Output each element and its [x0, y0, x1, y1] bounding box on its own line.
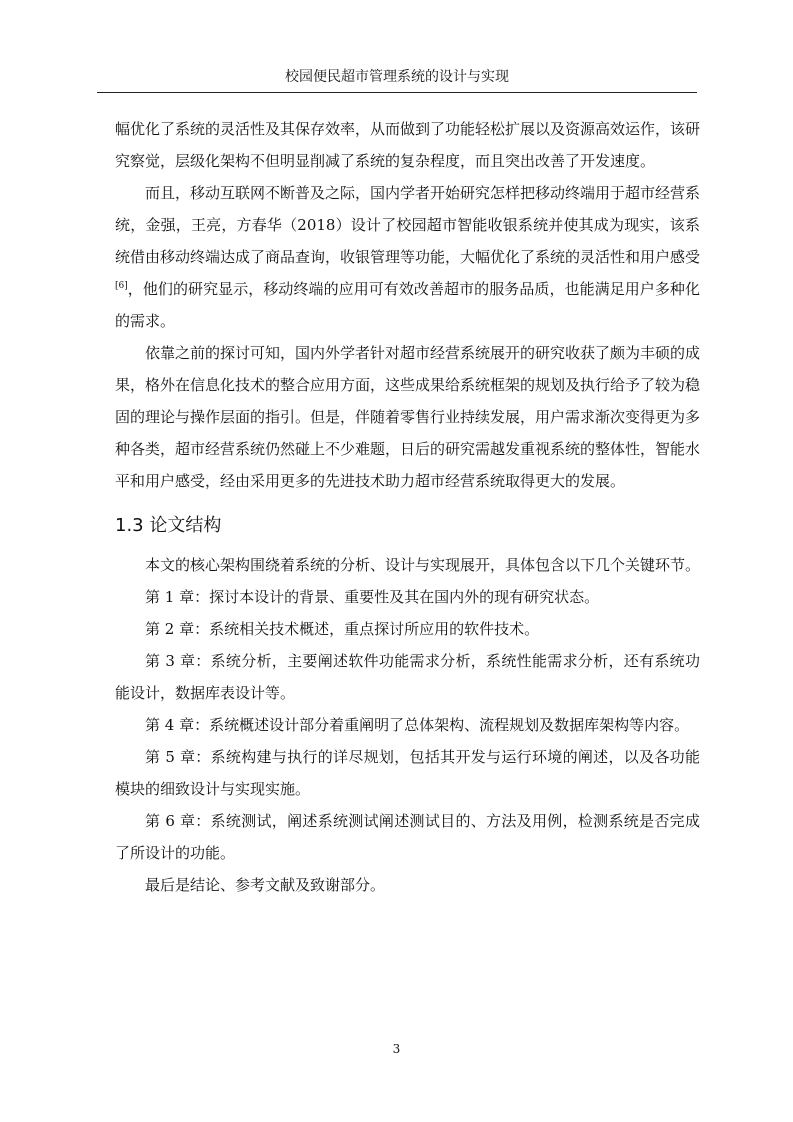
chapter-3-summary: 第 3 章：系统分析，主要阐述软件功能需求分析，系统性能需求分析，还有系统功能设计，数据库表设计等。 — [115, 652, 700, 702]
page-header-title: 校园便民超市管理系统的设计与实现 — [285, 69, 509, 85]
chapter-2-summary: 第 2 章：系统相关技术概述，重点探讨所应用的软件技术。 — [145, 620, 540, 638]
page-number: 3 — [392, 1042, 401, 1056]
header-rule — [97, 92, 697, 93]
body-text — [115, 113, 700, 901]
closing-summary: 最后是结论、参考文献及致谢部分。 — [145, 876, 386, 894]
paragraph-text: 而且，移动互联网不断普及之际，国内学者开始研究怎样把移动终端用于超市经营系统，金强，王亮，方春华（2018）设计了校园超市智能收银系统并使其成为现实，该系统借由移动终端达成了商品查询，收银管理等功能，大幅优化了系统的灵活性和用户感受 — [115, 184, 701, 266]
chapter-1-summary: 第 1 章：探讨本设计的背景、重要性及其在国内外的现有研究状态。 — [145, 588, 600, 606]
paragraph-continuation: 幅优化了系统的灵活性及其保存效率，从而做到了功能轻松扩展以及资源高效运作，该研究察觉，层级化架构不但明显削减了系统的复杂程度，而且突出改善了开发速度。 — [115, 120, 701, 170]
citation-reference: [6] — [115, 281, 128, 291]
chapter-6-summary: 第 6 章：系统测试，阐述系统测试阐述测试目的、方法及用例，检测系统是否完成了所设计的功能。 — [115, 812, 700, 862]
structure-intro: 本文的核心架构围绕着系统的分析、设计与实现展开，具体包含以下几个关键环节。 — [145, 556, 701, 574]
chapter-5-summary: 第 5 章：系统构建与执行的详尽规划，包括其开发与运行环境的阐述，以及各功能模块的细致设计与实现实施。 — [115, 748, 700, 798]
section-heading: 1.3 论文结构 — [115, 515, 222, 536]
chapter-4-summary: 第 4 章：系统概述设计部分着重阐明了总体架构、流程规划及数据库架构等内容。 — [145, 716, 690, 734]
paragraph-text: ，他们的研究显示，移动终端的应用可有效改善超市的服务品质，也能满足用户多种化的需求。 — [115, 280, 700, 330]
paragraph-summary: 依靠之前的探讨可知，国内外学者针对超市经营系统展开的研究收获了颇为丰硕的成果，格外在信息化技术的整合应用方面，这些成果给系统框架的规划及执行给予了较为稳固的理论与操作层面的指引。但是，伴随着零售行业持续发展，用户需求渐次变得更为多种各类，超市经营系统仍然碰上不少难题，日后的研究需越发重视系统的整体性，智能水平和用户感受，经由采用更多的先进技术助力超市经营系统取得更大的发展。 — [115, 344, 701, 490]
paragraph-mobile-research — [115, 177, 700, 337]
